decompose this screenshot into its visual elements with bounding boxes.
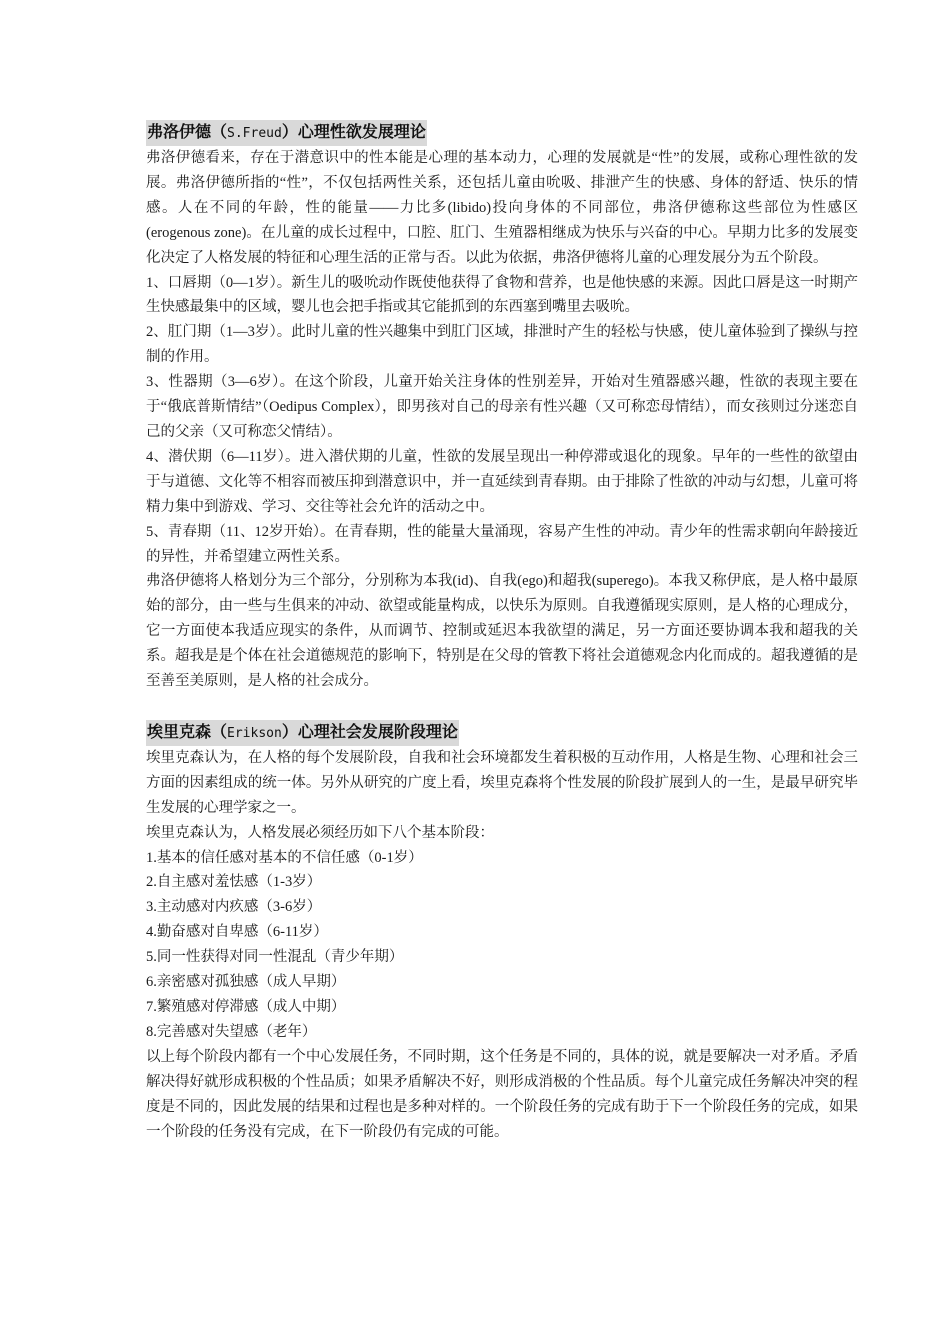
list-item-stage-7: 7.繁殖感对停滞感（成人中期） bbox=[146, 999, 346, 1015]
list-item-stage-6: 6.亲密感对孤独感（成人早期） bbox=[146, 974, 346, 991]
paragraph-freud-intro: 弗洛伊德看来，存在于潜意识中的性本能是心理的基本动力，心理的发展就是“性”的发展，或称心理性欲的发展。弗洛伊德所指的“性”，不仅包括两性关系，还包括儿童由吮吸、排泄产生的快感、身体的舒适、快乐的情感。人在不同的年龄，性的能量——力比多(libido)投向身体的不同部位，弗洛伊德称这些部位为性感区(erogenous zone)。在儿童的成长过程中，口腔、肛门、生殖器相继成为快乐与兴奋的中心。早期力比多的发展变化决定了人格发展的特征和心理生活的正常与否。以此为依据，弗洛伊德将儿童的心理发展分为五个阶段。 bbox=[146, 150, 858, 266]
section-freud bbox=[146, 120, 858, 694]
list-item-stage-1: 1.基本的信任感对基本的不信任感（0-1岁） bbox=[146, 849, 423, 866]
paragraph-erikson-intro: 埃里克森认为，在人格的每个发展阶段，自我和社会环境都发生着积极的互动作用，人格是生物、心理和社会三方面的因素组成的统一体。另外从研究的广度上看，埃里克森将个性发展的阶段扩展到人的一生，是最早研究毕生发展的心理学家之一。 bbox=[146, 749, 858, 816]
section-erikson bbox=[146, 720, 858, 1145]
paragraph-stage-genital: 5、青春期（11、12岁开始）。在青春期，性的能量大量涌现，容易产生性的冲动。青少年的性需求朝向年龄接近的异性，并希望建立两性关系。 bbox=[146, 523, 858, 565]
list-item-stage-8: 8.完善感对失望感（老年） bbox=[146, 1023, 317, 1040]
paragraph-stage-phallic: 3、性器期（3—6岁）。在这个阶段，儿童开始关注身体的性别差异，开始对生殖器感兴趣，性欲的表现主要在于“俄底普斯情结”（Oedipus Complex），即男孩对自己的母亲有性兴趣（又可称恋母情结），而女孩则过分迷恋自己的父亲（又可称恋父情结）。 bbox=[146, 374, 858, 440]
list-item-stage-4: 4.勤奋感对自卑感（6-11岁） bbox=[146, 924, 328, 941]
paragraph-erikson-stages-lead: 埃里克森认为，人格发展必须经历如下八个基本阶段： bbox=[146, 824, 494, 841]
list-item-stage-3: 3.主动感对内疚感（3-6岁） bbox=[146, 899, 322, 916]
list-item-stage-5: 5.同一性获得对同一性混乱（青少年期） bbox=[146, 949, 404, 966]
document-page bbox=[146, 120, 858, 1144]
list-item-stage-2: 2.自主感对羞怯感（1-3岁） bbox=[146, 874, 322, 891]
paragraph-erikson-conclusion: 以上每个阶段内都有一个中心发展任务，不同时期，这个任务是不同的，具体的说，就是要解决一对矛盾。矛盾解决得好就形成积极的个性品质；如果矛盾解决不好，则形成消极的个性品质。每个儿童完成任务解决冲突的程度是不同的，因此发展的结果和过程也是多种对样的。一个阶段任务的完成有助于下一个阶段任务的完成，如果一个阶段的任务没有完成，在下一阶段仍有完成的可能。 bbox=[146, 1048, 858, 1140]
paragraph-stage-anal: 2、肛门期（1—3岁）。此时儿童的性兴趣集中到肛门区域，排泄时产生的轻松与快感，使儿童体验到了操纵与控制的作用。 bbox=[146, 324, 858, 366]
section-heading-freud: 弗洛伊德（S.Freud）心理性欲发展理论 bbox=[146, 120, 427, 146]
paragraph-personality-structure: 弗洛伊德将人格划分为三个部分，分别称为本我(id)、自我(ego)和超我(superego)。本我又称伊底，是人格中最原始的部分，由一些与生俱来的冲动、欲望或能量构成，以快乐为原则。自我遵循现实原则，是人格的心理成分，它一方面使本我适应现实的条件，从而调节、控制或延迟本我欲望的满足，另一方面还要协调本我和超我的关系。超我是是个体在社会道德规范的影响下，特别是在父母的管教下将社会道德观念内化而成的。超我遵循的是至善至美原则，是人格的社会成分。 bbox=[146, 573, 858, 690]
section-heading-erikson: 埃里克森（Erikson）心理社会发展阶段理论 bbox=[146, 720, 459, 746]
paragraph-stage-latency: 4、潜伏期（6—11岁）。进入潜伏期的儿童，性欲的发展呈现出一种停滞或退化的现象。早年的一些性的欲望由于与道德、文化等不相容而被压抑到潜意识中，并一直延续到青春期。由于排除了性欲的冲动与幻想，儿童可将精力集中到游戏、学习、交往等社会允许的活动之中。 bbox=[146, 448, 858, 515]
paragraph-stage-oral: 1、口唇期（0—1岁）。新生儿的吸吮动作既使他获得了食物和营养，也是他快感的来源。因此口唇是这一时期产生快感最集中的区域，婴儿也会把手指或其它能抓到的东西塞到嘴里去吸吮。 bbox=[146, 274, 858, 316]
